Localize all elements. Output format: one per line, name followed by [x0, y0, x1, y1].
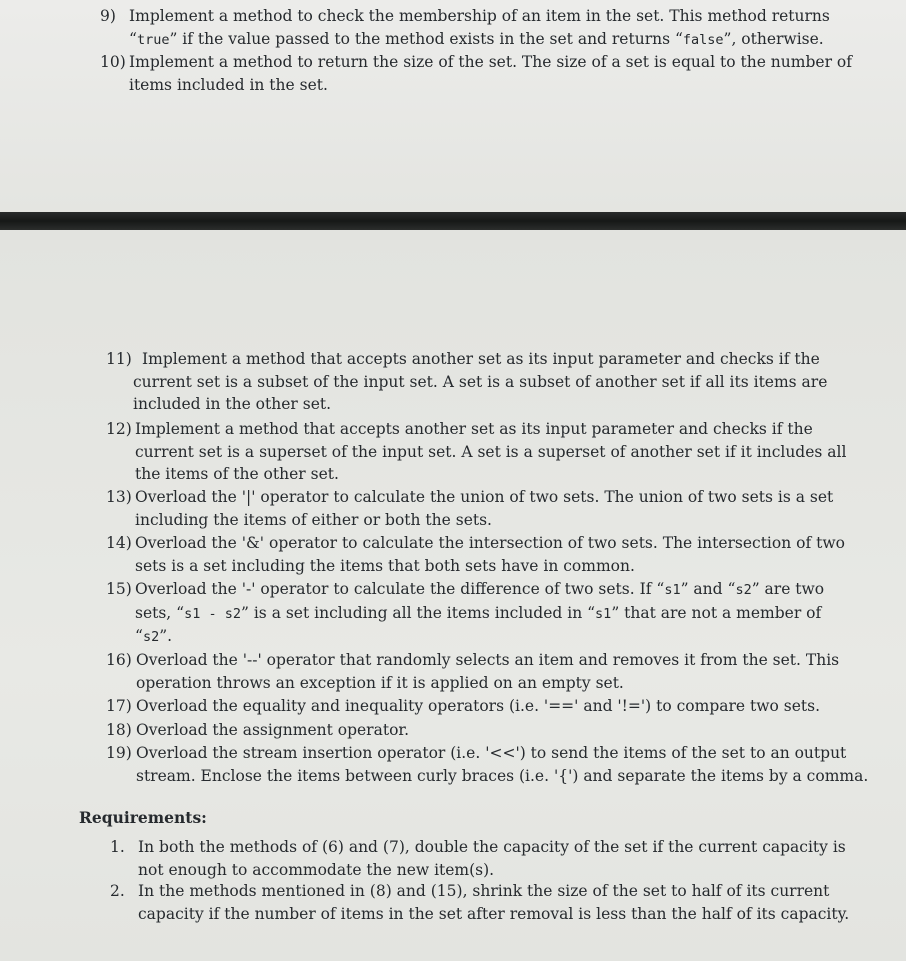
- item-text-line: Overload the stream insertion operator (i.e. '<<') to send the items of the set to an output: [136, 744, 847, 762]
- item-number: 19): [106, 744, 132, 762]
- item-14: [106, 532, 845, 577]
- item-text-line: items included in the set.: [129, 75, 328, 94]
- item-text-line: current set is a superset of the input set. A set is a superset of another set if it includes all: [135, 442, 847, 461]
- item-text-line: operation throws an exception if it is applied on an empty set.: [136, 673, 624, 692]
- requirements-heading: Requirements:: [79, 808, 207, 827]
- requirement-2: [110, 880, 849, 925]
- requirement-number: 2.: [110, 882, 125, 900]
- item-17: [106, 695, 820, 718]
- item-text-line: stream. Enclose the items between curly braces (i.e. '{') and separate the items by a comma.: [136, 766, 869, 785]
- item-9: [100, 5, 830, 51]
- item-text-line: “true” if the value passed to the method exists in the set and returns “false”, otherwise.: [129, 29, 824, 48]
- requirement-text-line: In both the methods of (6) and (7), double the capacity of the set if the current capacity is: [138, 838, 846, 856]
- item-number: 17): [106, 697, 132, 715]
- requirement-number: 1.: [110, 838, 125, 856]
- page-divider-band: [0, 212, 906, 230]
- item-10: [100, 51, 852, 96]
- item-13: [106, 486, 833, 531]
- item-16: [106, 649, 839, 694]
- item-number: 10): [100, 53, 126, 71]
- item-text-line: Overload the assignment operator.: [136, 721, 410, 739]
- item-number: 15): [106, 580, 132, 598]
- requirement-1: [110, 836, 846, 881]
- item-text-line: sets is a set including the items that both sets have in common.: [135, 556, 635, 575]
- item-text-line: current set is a subset of the input set. A set is a subset of another set if all its items are: [133, 372, 828, 391]
- item-text-line: Implement a method that accepts another set as its input parameter and checks if the: [135, 420, 813, 438]
- item-text-line: Overload the '&' operator to calculate the intersection of two sets. The intersection of two: [135, 534, 845, 552]
- item-text-line: “s2”.: [135, 627, 173, 646]
- item-text-line: Implement a method that accepts another set as its input parameter and checks if the: [142, 350, 820, 368]
- item-text-line: Overload the equality and inequality operators (i.e. '==' and '!=') to compare two sets.: [136, 697, 820, 715]
- item-number: 16): [106, 651, 132, 669]
- item-19: [106, 742, 868, 787]
- item-text-line: the items of the other set.: [135, 465, 339, 484]
- requirement-text-line: In the methods mentioned in (8) and (15), shrink the size of the set to half of its current: [138, 882, 830, 900]
- item-text-line: sets, “s1 - s2” is a set including all the items included in “s1” that are not a member of: [135, 603, 822, 622]
- item-text-line: including the items of either or both the sets.: [135, 510, 492, 529]
- item-11: [106, 348, 827, 416]
- item-18: [106, 719, 409, 742]
- item-number: 9): [100, 7, 116, 25]
- item-text-line: Implement a method to return the size of the set. The size of a set is equal to the number of: [129, 53, 852, 71]
- item-text-line: included in the other set.: [133, 395, 332, 414]
- item-text-line: Overload the '--' operator that randomly selects an item and removes it from the set. This: [136, 651, 840, 669]
- requirement-text-line: not enough to accommodate the new item(s).: [138, 860, 495, 879]
- item-number: 12): [106, 420, 132, 438]
- item-15: [106, 578, 824, 649]
- item-number: 11): [106, 350, 132, 368]
- item-text-line: Overload the '|' operator to calculate the union of two sets. The union of two sets is a set: [135, 488, 834, 506]
- item-text-line: Overload the '-' operator to calculate the difference of two sets. If “s1” and “s2” are two: [135, 580, 825, 598]
- item-number: 18): [106, 721, 132, 739]
- item-number: 14): [106, 534, 132, 552]
- item-12: [106, 418, 846, 486]
- item-text-line: Implement a method to check the membership of an item in the set. This method returns: [129, 7, 830, 25]
- requirement-text-line: capacity if the number of items in the set after removal is less than the half of its capacity.: [138, 904, 850, 923]
- item-number: 13): [106, 488, 132, 506]
